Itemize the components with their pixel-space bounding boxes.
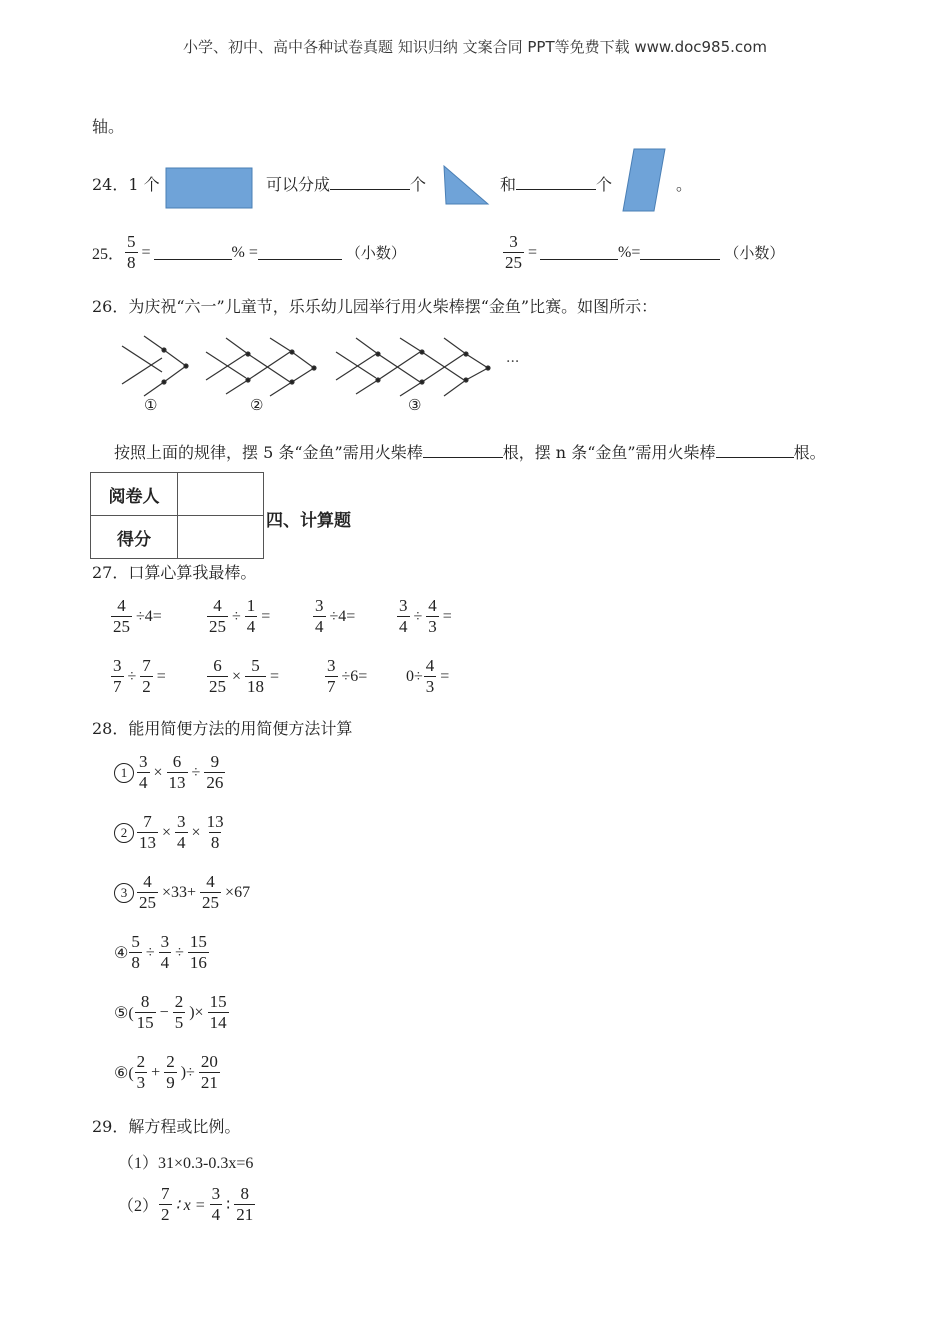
q24-text-2: 和 个 — [500, 175, 613, 194]
q26-rule: 按照上面的规律，摆 5 条“金鱼”需用火柴棒 根，摆 n 条“金鱼”需用火柴棒 根。 — [114, 443, 826, 462]
q26-blank-1[interactable] — [423, 443, 503, 458]
q27-item-4: $\frac{3}{4}$ ÷ $\frac{4}{3}$ = — [399, 596, 452, 636]
q24-number: 24．1 个 — [92, 175, 160, 194]
q24-text: 可以分成 个 — [266, 175, 427, 194]
score-table — [90, 472, 264, 559]
score-cell[interactable] — [178, 516, 264, 559]
q26-question: 26．为庆祝“六一”儿童节，乐乐幼儿园举行用火柴棒摆“金鱼”比赛。如图所示： — [92, 297, 658, 316]
q28-item-3: 3 $\frac{4}{25}$ ×33+ $\frac{4}{25}$ ×67 — [114, 872, 253, 913]
q27-item-2: $\frac{4}{25}$ ÷ $\frac{1}{4}$ = — [209, 596, 271, 636]
reviewer-label: 阅卷人 — [91, 473, 178, 516]
q27-item-1: $\frac{4}{25}$ ÷4= — [113, 596, 162, 636]
q29-title: 29．解方程或比例。 — [92, 1117, 241, 1136]
q27-item-6: $\frac{6}{25}$ × $\frac{5}{18}$ = — [209, 656, 280, 696]
figure-label-2: ② — [250, 396, 264, 414]
q28-title: 28．能用简便方法的用简便方法计算 — [92, 719, 353, 738]
q25-blank-4[interactable] — [640, 245, 720, 260]
q28-item-5: ⑤( $\frac{8}{15}$ − $\frac{2}{5}$ )× $\frac{15}{14}$ — [114, 992, 227, 1032]
section-title: 四、计算题 — [266, 511, 351, 531]
q25-row-2: $\frac{3}{25}$ = %= （小数） — [505, 232, 785, 272]
q27-title: 27．口算心算我最棒。 — [92, 563, 257, 582]
goldfish-matchstick-figure — [114, 334, 534, 418]
triangle-shape — [440, 162, 492, 208]
rectangle-shape — [164, 166, 254, 210]
q25-row: 25． $\frac{5}{8}$ = % = （小数） — [92, 232, 406, 272]
q27-item-5: $\frac{3}{7}$ ÷ $\frac{7}{2}$ = — [113, 656, 166, 696]
parallelogram-shape — [620, 146, 668, 214]
q28-item-2: 2 $\frac{7}{13}$ × $\frac{3}{4}$ × $\frac{13}{8}$ — [114, 812, 227, 853]
figure-ellipsis: ··· — [506, 354, 520, 370]
score-label: 得分 — [91, 516, 178, 559]
q25-blank-1[interactable] — [154, 245, 232, 260]
q27-item-3: $\frac{3}{4}$ ÷4= — [315, 596, 356, 636]
reviewer-cell[interactable] — [178, 473, 264, 516]
q24-blank-1[interactable] — [330, 175, 410, 190]
q25-blank-2[interactable] — [258, 245, 342, 260]
q24-blank-2[interactable] — [516, 175, 596, 190]
q29-equation-2: （2） $\frac{7}{2}$ ∶ x = $\frac{3}{4}$ ∶ $\frac{8}{21}$ — [118, 1184, 254, 1224]
q28-item-6: ⑥( $\frac{2}{3}$ + $\frac{2}{9}$ )÷ $\frac{20}{21}$ — [114, 1052, 218, 1092]
q25-blank-3[interactable] — [540, 245, 618, 260]
q23-tail: 轴。 — [92, 117, 125, 136]
page-header: 小学、初中、高中各种试卷真题 知识归纳 文案合同 PPT等免费下载 www.doc985.com — [183, 38, 767, 56]
q28-item-4: ④ $\frac{5}{8}$ ÷ $\frac{3}{4}$ ÷ $\frac{15}{16}$ — [114, 932, 207, 972]
figure-label-1: ① — [144, 396, 158, 414]
q29-equation-1: （1）31×0.3-0.3x=6 — [118, 1155, 254, 1172]
q24-end: 。 — [676, 175, 693, 194]
q25-fraction-1: $\frac{5}{8}$ — [127, 232, 136, 272]
q27-item-7: $\frac{3}{7}$ ÷6= — [327, 656, 368, 696]
q28-item-1: 1 $\frac{3}{4}$ × $\frac{6}{13}$ ÷ $\frac{9}{26}$ — [114, 752, 226, 793]
q25-fraction-2: $\frac{3}{25}$ — [505, 232, 522, 272]
figure-label-3: ③ — [408, 396, 422, 414]
q27-item-8: 0÷ $\frac{4}{3}$ = — [406, 656, 450, 696]
q26-blank-2[interactable] — [716, 443, 794, 458]
